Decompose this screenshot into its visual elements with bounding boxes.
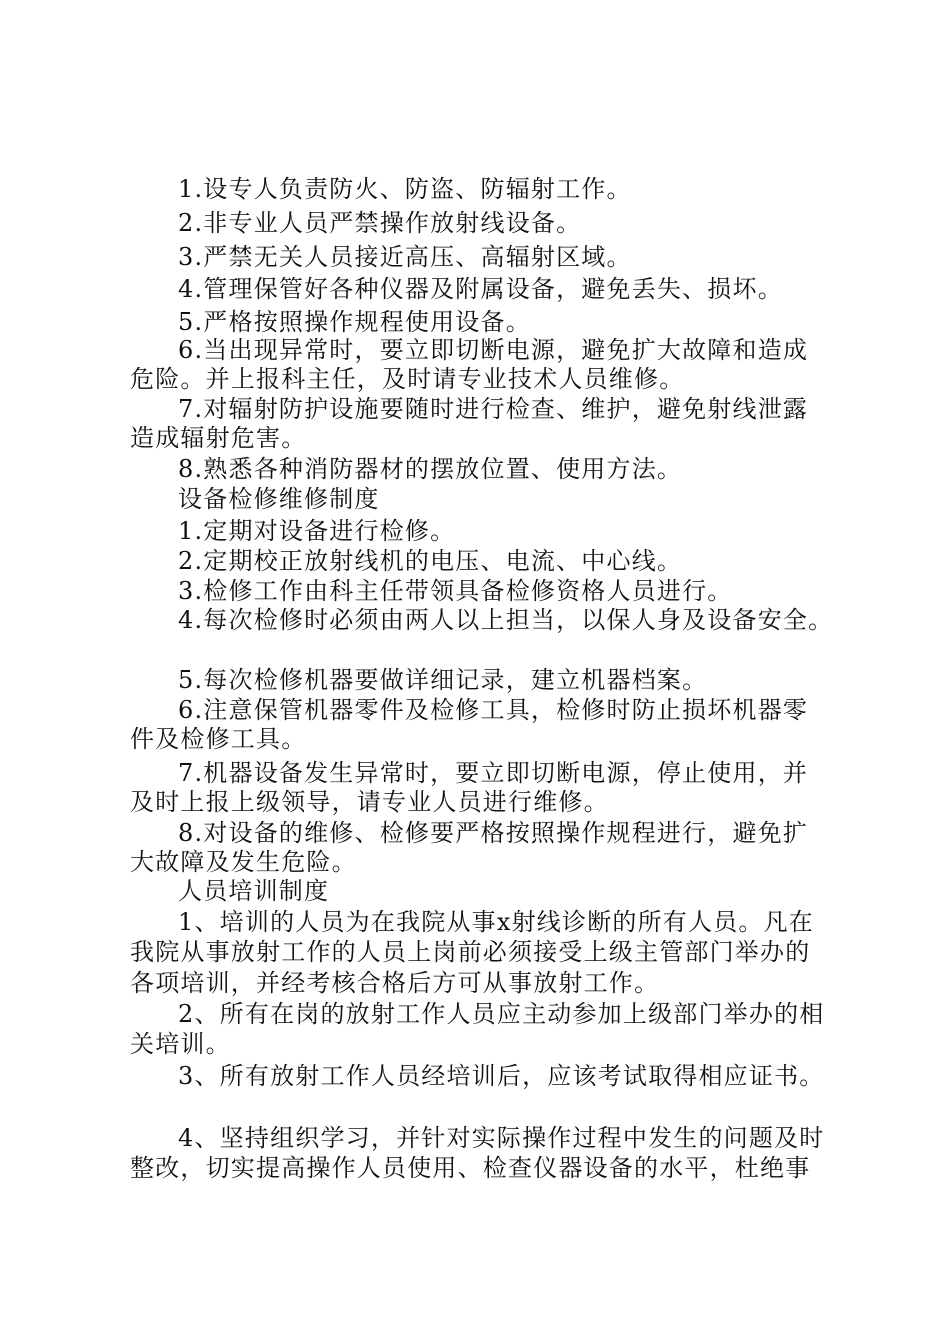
safety-rule-3: 3.严禁无关人员接近高压、高辐射区域。 — [178, 243, 632, 271]
safety-rule-5: 5.严格按照操作规程使用设备。 — [178, 308, 531, 336]
safety-rule-7-cont: 造成辐射危害。 — [130, 424, 307, 452]
safety-rule-6-cont: 危险。并上报科主任，及时请专业技术人员维修。 — [130, 365, 685, 393]
training-rule-2-cont: 关培训。 — [130, 1030, 231, 1058]
safety-rule-7: 7.对辐射防护设施要随时进行检查、维护，避免射线泄露 — [178, 395, 809, 423]
safety-rule-1: 1.设专人负责防火、防盗、防辐射工作。 — [178, 175, 632, 203]
safety-rule-2: 2.非专业人员严禁操作放射线设备。 — [178, 209, 582, 237]
section-heading-maintenance: 设备检修维修制度 — [178, 485, 380, 513]
training-rule-2: 2、所有在岗的放射工作人员应主动参加上级部门举办的相 — [178, 1000, 825, 1028]
safety-rule-8: 8.熟悉各种消防器材的摆放位置、使用方法。 — [178, 455, 683, 483]
maintenance-rule-5: 5.每次检修机器要做详细记录，建立机器档案。 — [178, 666, 708, 694]
safety-rule-6: 6.当出现异常时，要立即切断电源，避免扩大故障和造成 — [178, 336, 809, 364]
maintenance-rule-6: 6.注意保管机器零件及检修工具，检修时防止损坏机器零 — [178, 696, 809, 724]
maintenance-rule-6-cont: 件及检修工具。 — [130, 725, 307, 753]
maintenance-rule-2: 2.定期校正放射线机的电压、电流、中心线。 — [178, 547, 683, 575]
training-rule-1: 1、培训的人员为在我院从事x射线诊断的所有人员。凡在 — [178, 908, 815, 936]
maintenance-rule-8-cont: 大故障及发生危险。 — [130, 848, 357, 876]
training-rule-4: 4、坚持组织学习，并针对实际操作过程中发生的问题及时 — [178, 1124, 825, 1152]
training-rule-1-cont-a: 我院从事放射工作的人员上岗前必须接受上级主管部门举办的 — [130, 938, 811, 966]
safety-rule-4: 4.管理保管好各种仪器及附属设备，避免丢失、损坏。 — [178, 275, 783, 303]
training-rule-1-cont-b: 各项培训，并经考核合格后方可从事放射工作。 — [130, 969, 660, 997]
maintenance-rule-7: 7.机器设备发生异常时，要立即切断电源，停止使用，并 — [178, 759, 809, 787]
training-rule-4-cont: 整改，切实提高操作人员使用、检查仪器设备的水平，杜绝事 — [130, 1154, 811, 1182]
section-heading-training: 人员培训制度 — [178, 877, 330, 905]
maintenance-rule-8: 8.对设备的维修、检修要严格按照操作规程进行，避免扩 — [178, 819, 809, 847]
maintenance-rule-4: 4.每次检修时必须由两人以上担当，以保人身及设备安全。 — [178, 606, 834, 634]
maintenance-rule-3: 3.检修工作由科主任带领具备检修资格人员进行。 — [178, 577, 733, 605]
training-rule-3: 3、所有放射工作人员经培训后，应该考试取得相应证书。 — [178, 1062, 825, 1090]
maintenance-rule-1: 1.定期对设备进行检修。 — [178, 517, 456, 545]
maintenance-rule-7-cont: 及时上报上级领导，请专业人员进行维修。 — [130, 788, 609, 816]
